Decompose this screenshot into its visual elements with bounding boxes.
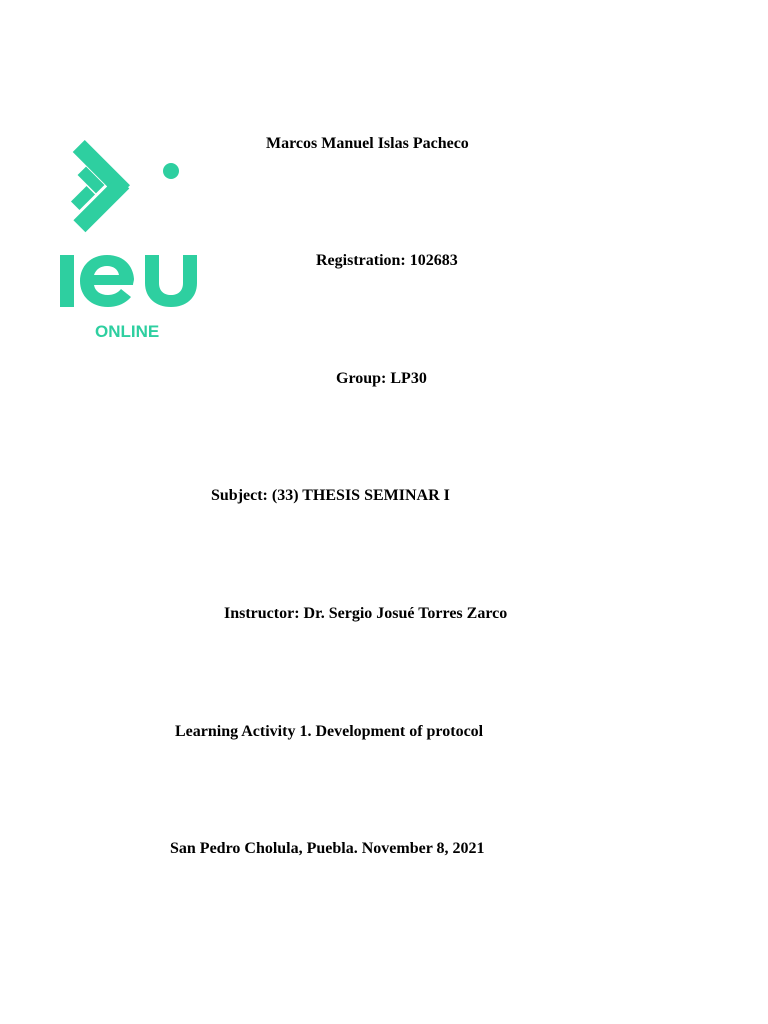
registration-number: Registration: 102683 (316, 252, 458, 269)
place-and-date: San Pedro Cholula, Puebla. November 8, 2021 (170, 840, 485, 857)
ieu-online-logo-graphic (55, 135, 205, 345)
ieu-online-logo (55, 135, 205, 345)
instructor-label: Instructor: Dr. Sergio Josué Torres Zarco (224, 605, 508, 622)
logo-subtitle: ONLINE (95, 322, 160, 341)
student-name: Marcos Manuel Islas Pacheco (266, 135, 469, 152)
group-label: Group: LP30 (336, 370, 427, 387)
activity-title: Learning Activity 1. Development of protocol (175, 723, 484, 740)
subject-label: Subject: (33) THESIS SEMINAR I (211, 487, 450, 504)
